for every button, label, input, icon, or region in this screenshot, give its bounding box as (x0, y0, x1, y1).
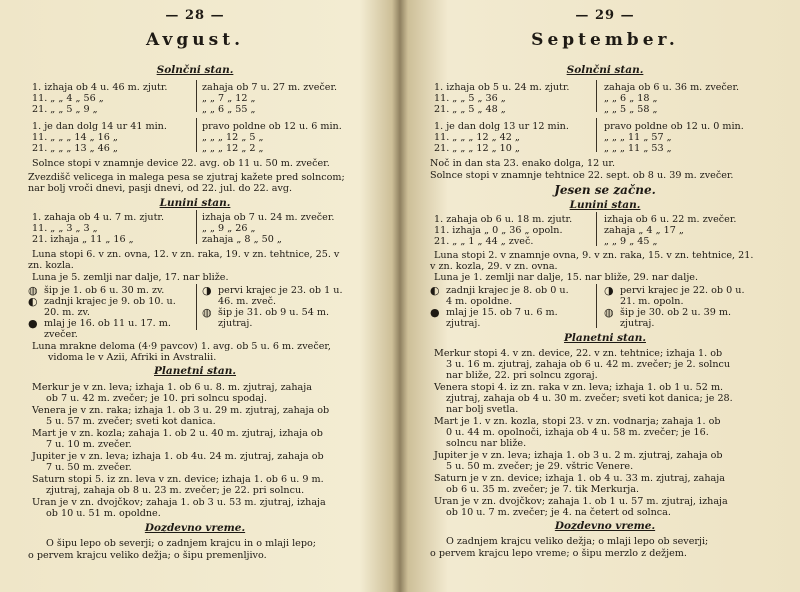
last-quarter-icon: ◐ (28, 295, 38, 308)
solar-row-left: 21. „ „ 5 „ 9 „ (32, 104, 98, 115)
solar-row-right: zahaja ob 6 u. 36 m. zvečer. (604, 82, 740, 93)
phase-line: šip je 1. ob 6 u. 30 m. zv. (44, 285, 165, 296)
solar-row-left: 11. „ „ „ 12 „ 42 „ (434, 132, 520, 143)
solar-row-right: „ „ 7 „ 12 „ (202, 93, 256, 104)
lunar-row-right: izhaja ob 7 u. 24 m. zvečer. (202, 212, 335, 223)
lunar-heading: Lunini stan. (569, 199, 641, 211)
last-quarter-icon: ◐ (430, 284, 440, 297)
lunar-row-right: zahaja „ 4 „ 17 „ (604, 225, 684, 236)
weather-line: O šipu lepo ob severji; o zadnjem krajcu in o mlaji lepo; (46, 538, 316, 549)
season-heading: Jesen se začne. (554, 183, 656, 197)
lunar-row-right: zahaja „ 8 „ 50 „ (202, 234, 282, 245)
solar-row-left: 11. „ „ 4 „ 56 „ (32, 93, 104, 104)
planet-line: Saturn stopi 5. iz zn. leva v zn. device; izhaja 1. ob 6 u. 9 m. (32, 474, 324, 485)
solar-row-right: pravo poldne ob 12 u. 6 min. (202, 121, 342, 132)
solar-row-left: 11. „ „ „ 14 „ 16 „ (32, 132, 118, 143)
solar-row-left: 11. „ „ 5 „ 36 „ (434, 93, 506, 104)
solar-row-right: pravo poldne ob 12 u. 0 min. (604, 121, 744, 132)
phase-line: 21. m. opoln. (620, 296, 684, 307)
planet-line: Uran je v zn. dvojčkov; zahaja 1. ob 3 u. 53 m. zjutraj, izhaja (32, 497, 326, 508)
planet-line: nar bolj svetla. (446, 404, 519, 415)
month-title: Avgust. (146, 30, 244, 50)
phase-line: zvečer. (44, 329, 78, 340)
phase-line: zjutraj. (446, 318, 481, 329)
phase-line: mlaj je 15. ob 7 u. 6 m. (446, 307, 558, 318)
first-quarter-icon: ◑ (604, 284, 614, 297)
lunar-row-right: izhaja ob 6 u. 22 m. zvečer. (604, 214, 737, 225)
phase-line: zjutraj. (620, 318, 655, 329)
phase-line: pervi krajec je 23. ob 1 u. (218, 285, 343, 296)
weather-line: O zadnjem krajcu veliko dežja; o mlaji lepo ob severji; (446, 536, 709, 547)
text-line: Solnce stopi v znamnje device 22. avg. ob 11 u. 50 m. zvečer. (32, 158, 330, 169)
solar-row-right: „ „ „ 11 „ 53 „ (604, 143, 672, 154)
page-right (410, 0, 800, 592)
solar-row-left: 1. je dan dolg 14 ur 41 min. (32, 121, 167, 132)
planet-line: 3 u. 16 m. zjutraj, zahaja ob 6 u. 42 m. zvečer; je 2. solncu (446, 359, 731, 370)
lunar-row-left: 1. zahaja ob 4 u. 7 m. zjutr. (32, 212, 165, 223)
planet-line: 7 u. 50 m. zvečer. (46, 462, 132, 473)
phase-line: zadnji krajec je 8. ob 0 u. (446, 285, 569, 296)
solar-row-left: 1. izhaja ob 4 u. 46 m. zjutr. (32, 82, 168, 93)
solar-row-left: 1. izhaja ob 5 u. 24 m. zjutr. (434, 82, 570, 93)
solar-row-left: 21. „ „ „ 12 „ 10 „ (434, 143, 520, 154)
solar-row-left: 21. „ „ „ 13 „ 46 „ (32, 143, 118, 154)
weather-line: o pervem krajcu lepo vreme; o šipu merzlo z dežjem. (430, 548, 687, 559)
planet-line: Jupiter je v zn. leva; izhaja 1. ob 4u. 24 m. zjutraj, zahaja ob (32, 451, 324, 462)
solar-row-right: „ „ 6 „ 55 „ (202, 104, 256, 115)
text-line: Solnce stopi v znamnje tehtnice 22. sept. ob 8 u. 39 m. zvečer. (430, 170, 734, 181)
new-moon-icon: ● (28, 317, 38, 330)
text-line: zn. kozla. (28, 260, 74, 271)
planet-line: Mart je 1. v zn. kozla, stopi 23. v zn. vodnarja; zahaja 1. ob (434, 416, 721, 427)
solar-row-right: „ „ „ 12 „ 2 „ (202, 143, 264, 154)
planet-line: zjutraj, zahaja ob 4 u. 30 m. zvečer; sveti kot danica; je 28. (446, 393, 733, 404)
planet-line: Venera stopi 4. iz zn. raka v zn. leva; izhaja 1. ob 1 u. 52 m. (434, 382, 724, 393)
weather-line: o pervem krajcu veliko dežja; o šipu premenljivo. (28, 550, 267, 561)
full-moon-icon: ◍ (28, 284, 38, 297)
phase-line: 4 m. opoldne. (446, 296, 513, 307)
column-divider (196, 118, 197, 152)
text-line: Luna stopi 2. v znamnje ovna, 9. v zn. raka, 15. v zn. tehtnice, 21. (434, 250, 754, 261)
page-left (0, 0, 390, 592)
planet-line: ob 10 u. 51 m. opoldne. (46, 508, 161, 519)
column-divider (196, 80, 197, 112)
solar-row-left: 1. je dan dolg 13 ur 12 min. (434, 121, 569, 132)
planet-line: Uran je v zn. dvojčkov; zahaja 1. ob 1 u. 57 m. zjutraj, izhaja (434, 496, 728, 507)
phase-line: 46. m. zveč. (218, 296, 277, 307)
column-divider (596, 284, 597, 328)
full-moon-icon: ◍ (202, 306, 212, 319)
column-divider (596, 80, 597, 112)
text-line: Luna je 1. zemlji nar dalje, 15. nar bliže, 29. nar dalje. (434, 272, 699, 283)
planet-line: Saturn je v zn. device; izhaja 1. ob 4 u. 33 m. zjutraj, zahaja (434, 473, 725, 484)
planet-heading: Planetni stan. (154, 365, 236, 377)
phase-line: šip je 30. ob 2 u. 39 m. (620, 307, 731, 318)
planet-line: 5 u. 57 m. zvečer; sveti kot danica. (46, 416, 216, 427)
new-moon-icon: ● (430, 306, 440, 319)
planet-line: 0 u. 44 m. opolnoči, izhaja ob 4 u. 58 m. zvečer; je 16. (446, 427, 709, 438)
solar-row-right: „ „ „ 11 „ 57 „ (604, 132, 672, 143)
solar-heading: Solnčni stan. (156, 64, 234, 76)
phase-line: mlaj je 16. ob 11 u. 17. m. (44, 318, 171, 329)
solar-row-right: zahaja ob 7 u. 27 m. zvečer. (202, 82, 338, 93)
column-divider (596, 212, 597, 246)
text-line: nar bolj vroči dnevi, pasji dnevi, od 22. jul. do 22. avg. (28, 183, 293, 194)
planet-line: 5 u. 50 m. zvečer; je 29. vštric Venere. (446, 461, 634, 472)
solar-heading: Solnčni stan. (566, 64, 644, 76)
column-divider (196, 284, 197, 330)
phase-line: zjutraj. (218, 318, 253, 329)
column-divider (596, 118, 597, 152)
phase-line: zadnji krajec je 9. ob 10. u. (44, 296, 176, 307)
page-number: — 29 — (575, 8, 635, 23)
solar-row-right: „ „ 5 „ 58 „ (604, 104, 658, 115)
planet-line: Merkur je v zn. leva; izhaja 1. ob 6 u. 8. m. zjutraj, zahaja (32, 382, 312, 393)
solar-row-right: „ „ „ 12 „ 5 „ (202, 132, 264, 143)
planet-line: solncu nar bliže. (446, 438, 527, 449)
column-divider (196, 210, 197, 244)
solar-row-right: „ „ 6 „ 18 „ (604, 93, 658, 104)
lunar-row-left: 11. „ „ 3 „ 3 „ (32, 223, 98, 234)
text-line: v zn. kozla, 29. v zn. ovna. (430, 261, 558, 272)
planet-line: ob 7 u. 42 m. zvečer; je 10. pri solncu spodaj. (46, 393, 268, 404)
text-line: vidoma le v Azii, Afriki in Avstralii. (48, 352, 217, 363)
planet-line: nar bliže, 22. pri solncu zgoraj. (446, 370, 598, 381)
solar-row-left: 21. „ „ 5 „ 48 „ (434, 104, 506, 115)
first-quarter-icon: ◑ (202, 284, 212, 297)
text-line: Noč in dan sta 23. enako dolga, 12 ur. (430, 158, 616, 169)
planet-line: 7 u. 10 m. zvečer. (46, 439, 132, 450)
lunar-row-right: „ „ 9 „ 45 „ (604, 236, 658, 247)
planet-line: ob 10 u. 7 m. zvečer; je 4. na četert od solnca. (446, 507, 671, 518)
lunar-row-right: „ „ 9 „ 26 „ (202, 223, 256, 234)
lunar-row-left: 11. izhaja „ 0 „ 36 „ opoln. (434, 225, 563, 236)
planet-line: ob 6 u. 35 m. zvečer; je 7. tik Merkurja. (446, 484, 640, 495)
text-line: Zvezdišč velicega in malega pesa se zjutraj kažete pred solncom; (28, 172, 345, 183)
page-number: — 28 — (165, 8, 225, 23)
planet-line: Venera je v zn. raka; izhaja 1. ob 3 u. 29 m. zjutraj, zahaja ob (32, 405, 330, 416)
text-line: Luna mrakne deloma (4·9 pavcov) 1. avg. ob 5 u. 6 m. zvečer, (32, 341, 331, 352)
text-line: Luna je 5. zemlji nar dalje, 17. nar bliže. (32, 272, 229, 283)
planet-line: Jupiter je v zn. leva; izhaja 1. ob 3 u. 2 m. zjutraj, zahaja ob (434, 450, 723, 461)
planet-line: Mart je v zn. kozla; zahaja 1. ob 2 u. 40 m. zjutraj, izhaja ob (32, 428, 323, 439)
text-line: Luna stopi 6. v zn. ovna, 12. v zn. raka, 19. v zn. tehtnice, 25. v (32, 249, 340, 260)
lunar-row-left: 21. izhaja „ 11 „ 16 „ (32, 234, 134, 245)
full-moon-icon: ◍ (604, 306, 614, 319)
lunar-row-left: 21. „ „ 1 „ 44 „ zveč. (434, 236, 534, 247)
planet-heading: Planetni stan. (564, 332, 646, 344)
weather-heading: Dozdevno vreme. (554, 520, 656, 532)
phase-line: šip je 31. ob 9 u. 54 m. (218, 307, 329, 318)
planet-line: zjutraj, zahaja ob 8 u. 23 m. zvečer; je 22. pri solncu. (46, 485, 305, 496)
lunar-row-left: 1. zahaja ob 6 u. 18 m. zjutr. (434, 214, 573, 225)
weather-heading: Dozdevno vreme. (144, 522, 246, 534)
phase-line: 20. m. zv. (44, 307, 90, 318)
planet-line: Merkur stopi 4. v zn. device, 22. v zn. tehtnice; izhaja 1. ob (434, 348, 723, 359)
month-title: September. (531, 30, 679, 50)
phase-line: pervi krajec je 22. ob 0 u. (620, 285, 745, 296)
lunar-heading: Lunini stan. (159, 197, 231, 209)
